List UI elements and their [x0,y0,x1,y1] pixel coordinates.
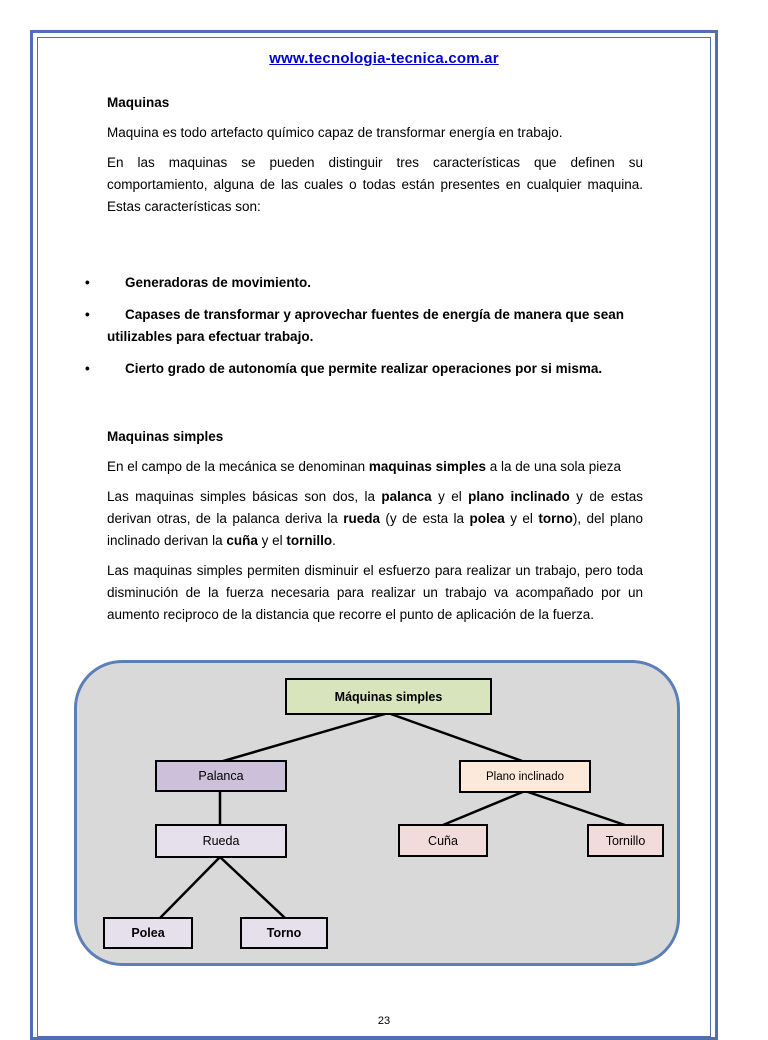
paragraph: Las maquinas simples básicas son dos, la palanca y el plano inclinado y de estas derivan otras, de la palanca deriva la rueda (y de esta la polea y el torno), del plano inclinado derivan la cuña y el tornillo. [107,489,644,548]
connector-line [388,713,525,762]
connector-line [443,791,525,825]
node-palanca: Palanca [155,760,287,792]
page-number: 23 [377,1015,391,1027]
node-tornillo: Tornillo [587,824,664,857]
paragraph: Las maquinas simples permiten disminuir el esfuerzo para realizar un trabajo, pero toda disminución de la fuerza necesaria para realizar un trabajo va acompañado por un aumento reciproco de la distancia que recorre el punto de aplicación de la fuerza. [107,563,643,622]
node-polea: Polea [103,917,193,949]
bullet-icon: • [85,307,90,322]
node-plano-inclinado: Plano inclinado [459,760,591,793]
list-item: • Capases de transformar y aprovechar fuentes de energía de manera que sean utilizables para efectuar trabajo. [85,304,643,348]
section-title: Maquinas simples [107,429,224,444]
paragraph: Maquina es todo artefacto químico capaz de transformar energía en trabajo. [107,125,563,140]
node-rueda: Rueda [155,824,287,858]
node-maquinas-simples: Máquinas simples [285,678,492,715]
connector-line [160,857,220,918]
bullet-icon: • [85,361,90,376]
connector-line [525,791,625,825]
section-title: Maquinas [107,95,170,110]
connector-line [220,713,388,762]
list-item: • Generadoras de movimiento. [85,272,643,294]
node-cuna: Cuña [398,824,488,857]
paragraph: En las maquinas se pueden distinguir tres características que definen su comportamiento, alguna de las cuales o todas están presentes en cualquier maquina. Estas características son: [107,155,643,214]
node-torno: Torno [240,917,328,949]
bullet-icon: • [85,275,90,290]
paragraph: En el campo de la mecánica se denominan maquinas simples a la de una sola pieza [107,459,622,474]
list-item: • Cierto grado de autonomía que permite realizar operaciones por si misma. [85,358,643,380]
connector-line [220,857,285,918]
website-link[interactable]: www.tecnologia-tecnica.com.ar [269,50,499,67]
